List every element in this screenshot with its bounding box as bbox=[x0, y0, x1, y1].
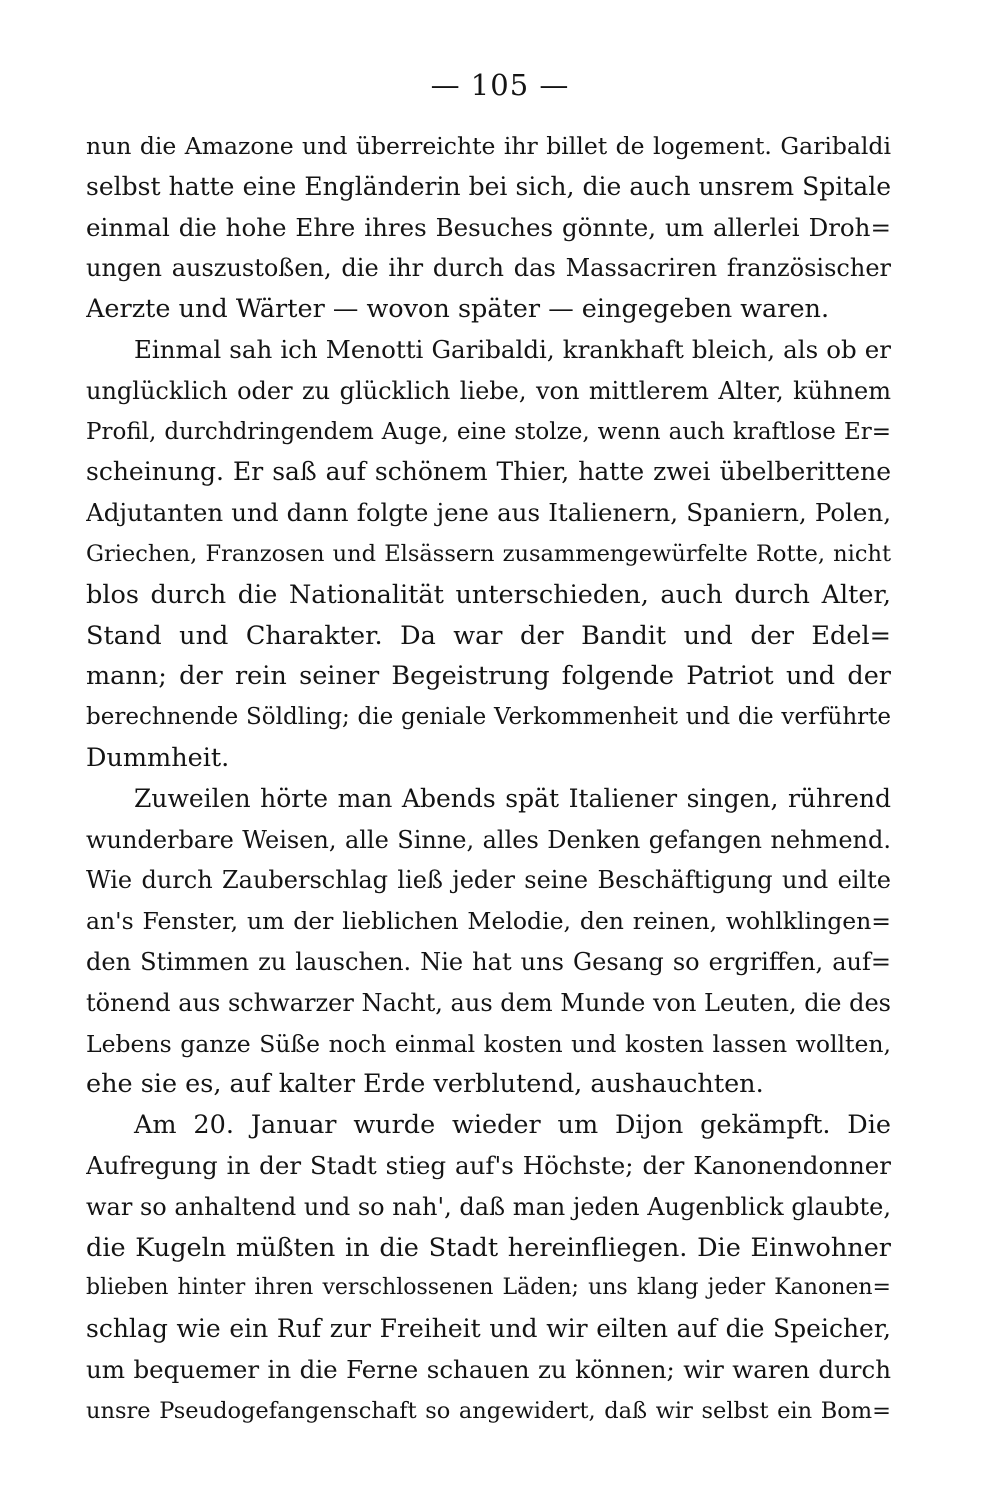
text-line: Adjutanten und dann folgte jene aus Italienern, Spaniern, Polen, bbox=[86, 498, 891, 528]
body-text bbox=[86, 126, 891, 1432]
text-line: Zuweilen hörte man Abends spät Italiener singen, rührend bbox=[134, 783, 891, 813]
text-line: an's Fenster, um der lieblichen Melodie, den reinen, wohlklingen= bbox=[86, 907, 891, 936]
text-line: Einmal sah ich Menotti Garibaldi, krankhaft bleich, als ob er bbox=[134, 334, 891, 364]
text-line: Griechen, Franzosen und Elsässern zusammengewürfelte Rotte, nicht bbox=[86, 540, 891, 567]
text-line: Aufregung in der Stadt stieg auf's Höchste; der Kanonendonner bbox=[86, 1150, 891, 1180]
text-line: Am 20. Januar wurde wieder um Dijon gekämpft. Die bbox=[134, 1110, 891, 1141]
text-line: nun die Amazone und überreichte ihr billet de logement. Garibaldi bbox=[86, 132, 891, 160]
paragraph-4 bbox=[86, 1105, 891, 1431]
text-line: die Kugeln müßten in die Stadt hereinfliegen. Die Einwohner bbox=[86, 1232, 891, 1263]
text-line: um bequemer in die Ferne schauen zu können; wir waren durch bbox=[86, 1354, 891, 1384]
text-line: ehe sie es, auf kalter Erde verblutend, aushauchten. bbox=[86, 1069, 764, 1100]
text-line: wunderbare Weisen, alle Sinne, alles Denken gefangen nehmend. bbox=[86, 825, 891, 854]
text-line: berechnende Söldling; die geniale Verkommenheit und die verführte bbox=[86, 704, 891, 731]
paragraph-2 bbox=[86, 330, 891, 779]
text-line: selbst hatte eine Engländerin bei sich, die auch unsrem Spitale bbox=[86, 171, 891, 201]
paragraph-3 bbox=[86, 779, 891, 1105]
paragraph-1 bbox=[86, 126, 891, 330]
text-line: Aerzte und Wärter — wovon später — eingegeben waren. bbox=[86, 294, 830, 325]
text-line: Stand und Charakter. Da war der Bandit und der Edel= bbox=[86, 620, 891, 651]
text-line: mann; der rein seiner Begeistrung folgende Patriot und der bbox=[86, 661, 891, 692]
text-line: ungen auszustoßen, die ihr durch das Massacriren französischer bbox=[86, 254, 891, 283]
text-line: Profil, durchdringendem Auge, eine stolze, wenn auch kraftlose Er= bbox=[86, 418, 891, 445]
text-line: blos durch die Nationalität unterschieden, auch durch Alter, bbox=[86, 579, 891, 610]
text-line: blieben hinter ihren verschlossenen Läden; uns klang jeder Kanonen= bbox=[86, 1275, 891, 1301]
text-line: schlag wie ein Ruf zur Freiheit und wir eilten auf die Speicher, bbox=[86, 1314, 891, 1344]
text-line: Dummheit. bbox=[86, 742, 230, 773]
text-line: einmal die hohe Ehre ihres Besuches gönnte, um allerlei Droh= bbox=[86, 212, 891, 242]
text-line: tönend aus schwarzer Nacht, aus dem Munde von Leuten, die des bbox=[86, 988, 891, 1017]
text-line: scheinung. Er saß auf schönem Thier, hatte zwei übelberittene bbox=[86, 457, 891, 487]
text-line: Lebens ganze Süße noch einmal kosten und kosten lassen wollten, bbox=[86, 1029, 891, 1058]
text-line: Wie durch Zauberschlag ließ jeder seine Beschäftigung und eilte bbox=[86, 866, 891, 895]
page-number: — 105 — bbox=[430, 68, 570, 102]
text-line: unglücklich oder zu glücklich liebe, von mittlerem Alter, kühnem bbox=[86, 376, 891, 405]
text-line: den Stimmen zu lauschen. Nie hat uns Gesang so ergriffen, auf= bbox=[86, 947, 891, 976]
text-line: unsre Pseudogefangenschaft so angewidert, daß wir selbst ein Bom= bbox=[86, 1397, 891, 1424]
text-line: war so anhaltend und so nah', daß man jeden Augenblick glaubte, bbox=[86, 1192, 891, 1221]
